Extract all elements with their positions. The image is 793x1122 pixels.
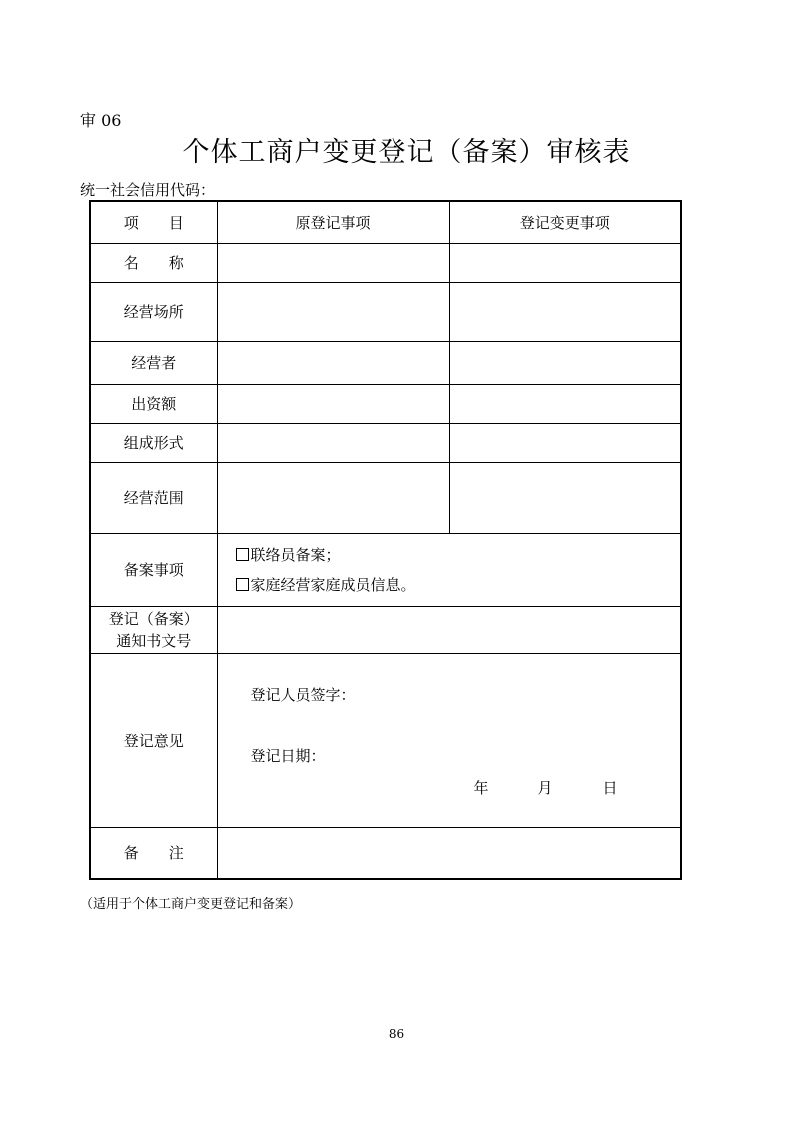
row-capital	[90, 384, 681, 423]
row-name	[90, 243, 681, 282]
filing-option-liaison-label: 联络员备案；	[250, 545, 341, 564]
notice-number-cell[interactable]	[217, 606, 681, 653]
label-remarks: 备 注	[90, 827, 217, 879]
label-form: 组成形式	[90, 423, 217, 462]
changed-place-cell[interactable]	[449, 282, 681, 341]
header-changed: 登记变更事项	[449, 201, 681, 243]
row-place	[90, 282, 681, 341]
remarks-cell[interactable]	[217, 827, 681, 879]
form-code: 审 06	[80, 111, 122, 130]
row-remarks	[90, 827, 681, 879]
original-scope-cell[interactable]	[217, 462, 449, 533]
changed-form-cell[interactable]	[449, 423, 681, 462]
header-original: 原登记事项	[217, 201, 449, 243]
table-header-row	[90, 201, 681, 243]
changed-capital-cell[interactable]	[449, 384, 681, 423]
label-filing: 备案事项	[90, 533, 217, 606]
original-form-cell[interactable]	[217, 423, 449, 462]
checkbox-family[interactable]	[236, 578, 249, 591]
label-scope: 经营范围	[90, 462, 217, 533]
signature-label: 登记人员签字：	[250, 686, 356, 704]
original-operator-cell[interactable]	[217, 341, 449, 384]
row-opinion	[90, 653, 681, 827]
opinion-cell	[217, 653, 681, 827]
date-label: 登记日期：	[250, 747, 326, 765]
label-operator: 经营者	[90, 341, 217, 384]
year-label: 年	[473, 779, 489, 797]
changed-operator-cell[interactable]	[449, 341, 681, 384]
filing-option-family-label: 家庭经营家庭成员信息。	[250, 575, 416, 594]
row-scope	[90, 462, 681, 533]
changed-scope-cell[interactable]	[449, 462, 681, 533]
filing-option-liaison[interactable]	[218, 540, 681, 570]
label-place: 经营场所	[90, 282, 217, 341]
label-notice	[90, 606, 217, 653]
header-item: 项 目	[90, 201, 217, 243]
label-opinion: 登记意见	[90, 653, 217, 827]
label-capital: 出资额	[90, 384, 217, 423]
row-form	[90, 423, 681, 462]
label-name: 名 称	[90, 243, 217, 282]
row-notice	[90, 606, 681, 653]
row-filing	[90, 533, 681, 606]
day-label: 日	[602, 779, 618, 797]
checkbox-liaison[interactable]	[236, 548, 249, 561]
filing-option-family[interactable]	[218, 570, 681, 600]
filing-options-cell	[217, 533, 681, 606]
original-name-cell[interactable]	[217, 243, 449, 282]
page-number: 86	[388, 1027, 405, 1041]
month-label: 月	[537, 779, 553, 797]
original-place-cell[interactable]	[217, 282, 449, 341]
original-capital-cell[interactable]	[217, 384, 449, 423]
label-notice-line2: 通知书文号	[116, 631, 192, 650]
footnote: （适用于个体工商户变更登记和备案）	[80, 897, 302, 912]
row-operator	[90, 341, 681, 384]
credit-code-label: 统一社会信用代码：	[80, 181, 216, 199]
label-notice-line1: 登记（备案）	[108, 609, 199, 628]
audit-form-table	[89, 200, 682, 880]
changed-name-cell[interactable]	[449, 243, 681, 282]
page-title: 个体工商户变更登记（备案）审核表	[182, 137, 631, 168]
